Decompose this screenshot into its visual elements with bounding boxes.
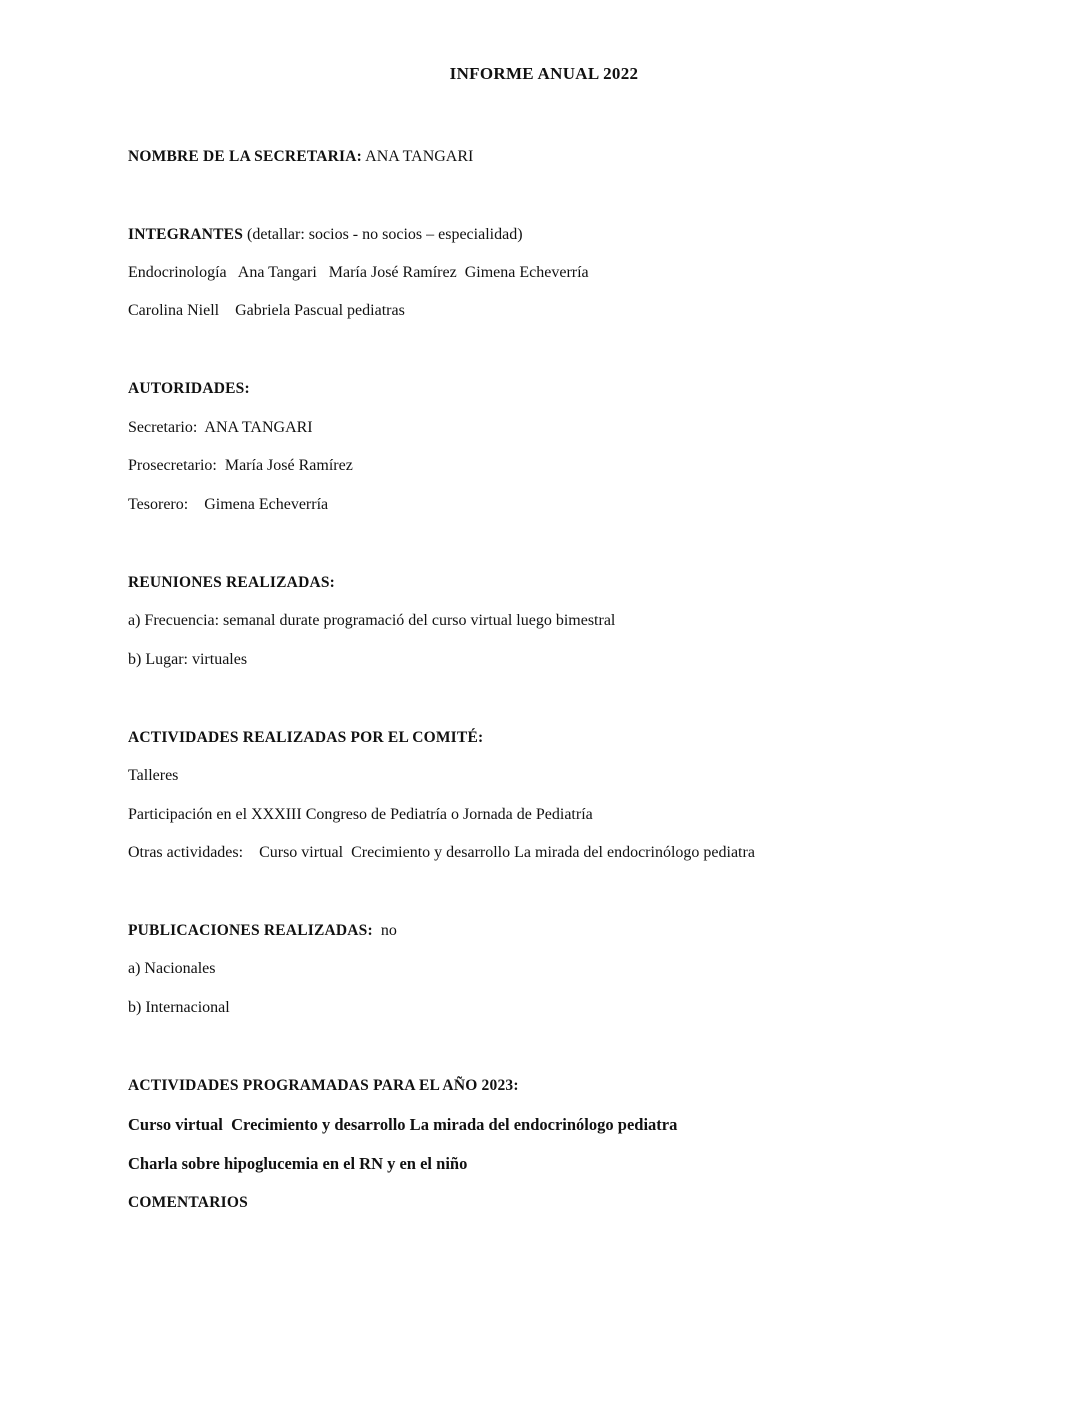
integrantes-members-line-1: Endocrinología Ana Tangari María José Ramírez Gimena Echeverría (128, 264, 589, 281)
integrantes-note: (detallar: socios - no socios – especialidad) (243, 226, 523, 243)
integrantes-line (128, 224, 523, 246)
reuniones-lugar: b) Lugar: virtuales (128, 651, 248, 668)
programadas-item-curso: Curso virtual Crecimiento y desarrollo La mirada del endocrinólogo pediatra (128, 1115, 678, 1134)
integrantes-members-line-2: Carolina Niell Gabriela Pascual pediatras (128, 302, 405, 319)
autoridades-prosecretario: Prosecretario: María José Ramírez (128, 457, 353, 474)
autoridades-heading: AUTORIDADES: (128, 380, 250, 397)
programadas-item-charla: Charla sobre hipoglucemia en el RN y en el niño (128, 1154, 468, 1173)
actividades-heading: ACTIVIDADES REALIZADAS POR EL COMITÉ: (128, 729, 484, 746)
autoridades-secretario: Secretario: ANA TANGARI (128, 419, 313, 436)
secretaria-label: NOMBRE DE LA SECRETARIA: (128, 148, 363, 165)
actividades-talleres: Talleres (128, 767, 179, 784)
document-title: INFORME ANUAL 2022 (449, 64, 639, 83)
secretaria-value: ANA TANGARI (362, 148, 474, 165)
publicaciones-nacionales: a) Nacionales (128, 960, 216, 977)
secretaria-line (128, 146, 473, 168)
publicaciones-internacional: b) Internacional (128, 999, 230, 1016)
actividades-participacion: Participación en el XXXIII Congreso de Pediatría o Jornada de Pediatría (128, 806, 593, 823)
publicaciones-value: no (372, 922, 397, 939)
reuniones-frecuencia: a) Frecuencia: semanal durate programació del curso virtual luego bimestral (128, 612, 616, 629)
publicaciones-line (128, 920, 397, 942)
programadas-heading: ACTIVIDADES PROGRAMADAS PARA EL AÑO 2023: (128, 1077, 519, 1094)
actividades-otras: Otras actividades: Curso virtual Crecimiento y desarrollo La mirada del endocrinólogo pediatra (128, 844, 755, 861)
autoridades-tesorero: Tesorero: Gimena Echeverría (128, 496, 329, 513)
publicaciones-label: PUBLICACIONES REALIZADAS: (128, 922, 373, 939)
reuniones-heading: REUNIONES REALIZADAS: (128, 574, 336, 591)
comentarios-heading: COMENTARIOS (128, 1194, 248, 1211)
integrantes-label: INTEGRANTES (128, 226, 244, 243)
